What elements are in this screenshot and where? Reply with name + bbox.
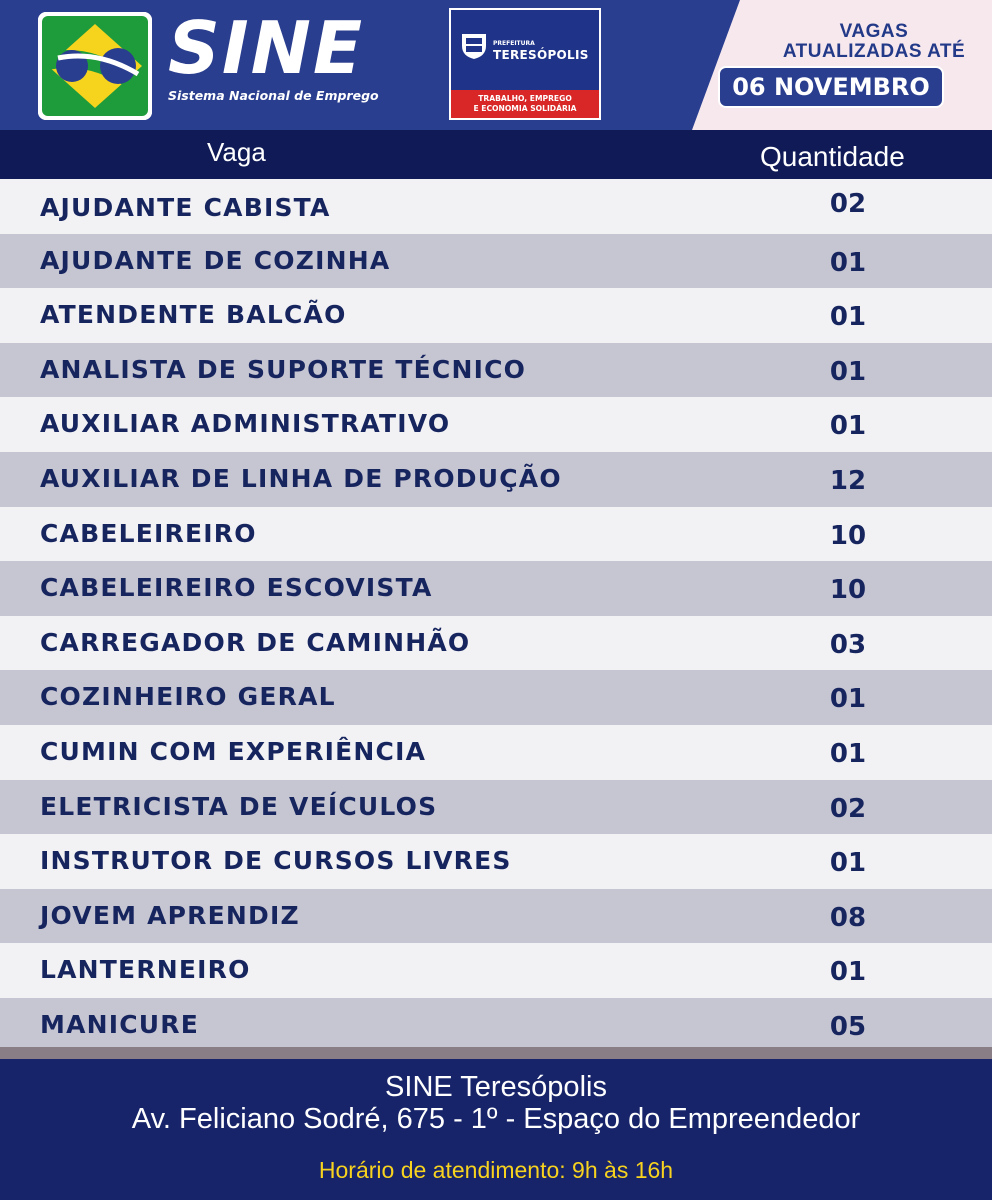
table-row <box>0 507 992 562</box>
prefeitura-logo <box>449 8 601 120</box>
footer-hours: Horário de atendimento: 9h às 16h <box>318 1157 674 1183</box>
vaga-name: LANTERNEIRO <box>40 955 251 985</box>
vaga-quantity: 10 <box>829 520 867 551</box>
atualizadas-label: ATUALIZADAS ATÉ <box>782 41 966 62</box>
table-row <box>0 670 992 725</box>
table-row <box>0 452 992 507</box>
vaga-name: AJUDANTE DE COZINHA <box>40 245 391 275</box>
table-header <box>0 130 992 179</box>
vaga-name: AUXILIAR ADMINISTRATIVO <box>40 409 451 439</box>
table-row <box>0 889 992 944</box>
table-row <box>0 288 992 343</box>
vaga-name: ANALISTA DE SUPORTE TÉCNICO <box>40 354 527 384</box>
sine-logo-wordmark: SINE <box>168 6 365 90</box>
footer <box>0 1059 992 1200</box>
update-date-badge: 06 NOVEMBRO <box>718 66 944 108</box>
column-header-vaga: Vaga <box>207 137 266 167</box>
column-header-quantidade: Quantidade <box>760 141 905 172</box>
footer-divider <box>0 1047 992 1059</box>
table-row <box>0 234 992 289</box>
table-row <box>0 998 992 1053</box>
vaga-quantity: 01 <box>829 247 867 278</box>
table-row <box>0 780 992 835</box>
city-name: TERESÓPOLIS <box>493 48 589 62</box>
prefeitura-label: PREFEITURA <box>493 40 535 47</box>
vaga-name: JOVEM APRENDIZ <box>40 900 300 930</box>
header-banner <box>0 0 992 130</box>
vaga-quantity: 01 <box>829 684 867 715</box>
vaga-name: ELETRICISTA DE VEÍCULOS <box>40 791 438 821</box>
vaga-quantity: 05 <box>829 1011 867 1042</box>
footer-title: SINE Teresópolis <box>385 1071 607 1103</box>
table-row <box>0 943 992 998</box>
vaga-name: COZINHEIRO GERAL <box>40 682 336 712</box>
vaga-quantity: 01 <box>829 848 867 879</box>
table-row <box>0 397 992 452</box>
vaga-quantity: 01 <box>829 356 867 387</box>
vaga-name: CARREGADOR DE CAMINHÃO <box>40 627 471 657</box>
vaga-name: ATENDENTE BALCÃO <box>40 300 347 330</box>
vaga-quantity: 01 <box>829 738 867 769</box>
vagas-label: VAGAS <box>839 21 909 42</box>
vaga-name: CUMIN COM EXPERIÊNCIA <box>40 736 427 766</box>
department-line-1: TRABALHO, EMPREGO <box>478 94 572 103</box>
vaga-name: CABELEIREIRO ESCOVISTA <box>40 573 433 603</box>
vaga-quantity: 01 <box>829 411 867 442</box>
vaga-quantity: 01 <box>829 957 867 988</box>
vaga-quantity: 02 <box>829 189 867 219</box>
footer-address: Av. Feliciano Sodré, 675 - 1º - Espaço do Empreendedor <box>131 1103 861 1135</box>
table-row <box>0 561 992 616</box>
table-row <box>0 179 992 234</box>
vaga-name: MANICURE <box>40 1009 200 1039</box>
department-band <box>451 90 599 118</box>
table-row <box>0 834 992 889</box>
vaga-quantity: 08 <box>829 902 867 933</box>
vaga-quantity: 10 <box>829 575 867 606</box>
header-date-panel <box>692 0 992 130</box>
vaga-quantity: 03 <box>829 629 867 660</box>
sine-logo-subtitle: Sistema Nacional de Emprego <box>168 88 379 103</box>
vagas-updated-caption <box>756 22 992 62</box>
vaga-name: AJUDANTE CABISTA <box>40 193 331 222</box>
table-row <box>0 343 992 398</box>
department-line-2: E ECONOMIA SOLIDÁRIA <box>473 104 577 113</box>
table-row <box>0 725 992 780</box>
brazil-flag-logo-icon <box>38 12 152 120</box>
vagas-table <box>0 179 992 1053</box>
vaga-name: INSTRUTOR DE CURSOS LIVRES <box>40 846 512 876</box>
city-crest-icon <box>460 30 488 60</box>
vaga-name: AUXILIAR DE LINHA DE PRODUÇÃO <box>40 463 562 493</box>
vaga-quantity: 12 <box>829 465 867 496</box>
vaga-name: CABELEIREIRO <box>40 518 257 548</box>
vaga-quantity: 02 <box>829 793 867 824</box>
table-row <box>0 616 992 671</box>
vaga-quantity: 01 <box>829 302 867 333</box>
